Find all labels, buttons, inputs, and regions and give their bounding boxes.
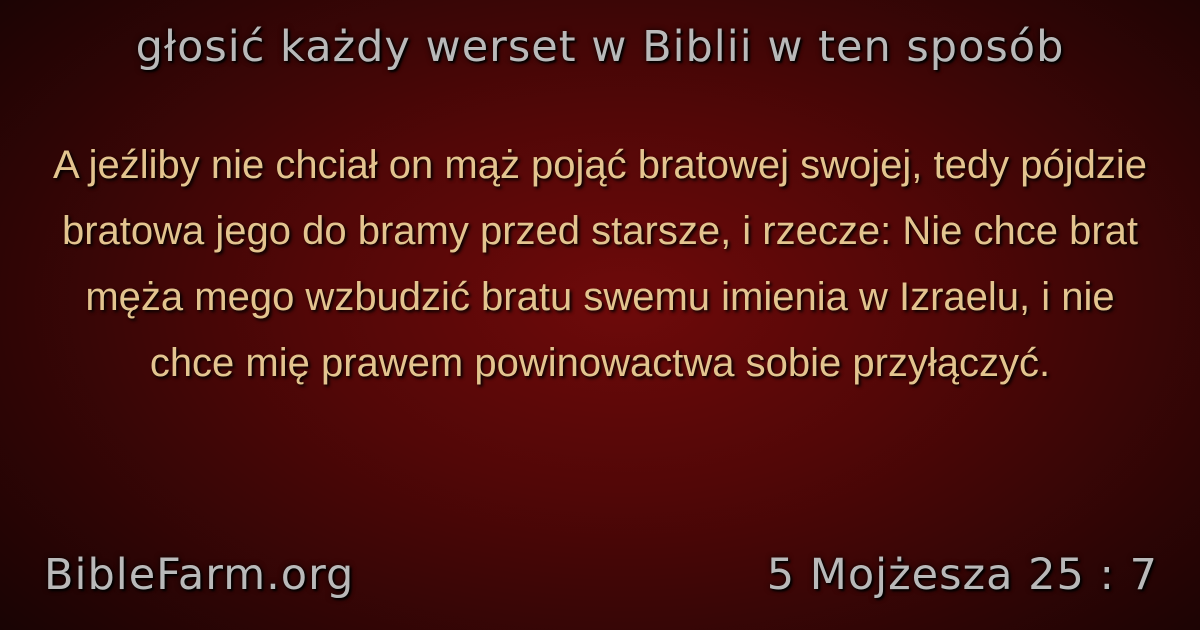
verse-text: A jeźliby nie chciał on mąż pojąć bratowej swojej, tedy pójdzie bratowa jego do bramy przed starsze, i rzecze: Nie chce brat męża mego wzbudzić bratu swemu imienia w Izraelu, i nie chce mię prawem powinowactwa sobie przyłączyć. (53, 143, 1147, 385)
site-name: BibleFarm.org (44, 550, 355, 600)
header-tagline: głosić każdy werset w Biblii w ten sposób (135, 22, 1065, 72)
verse-reference: 5 Mojżesza 25 : 7 (766, 550, 1158, 600)
